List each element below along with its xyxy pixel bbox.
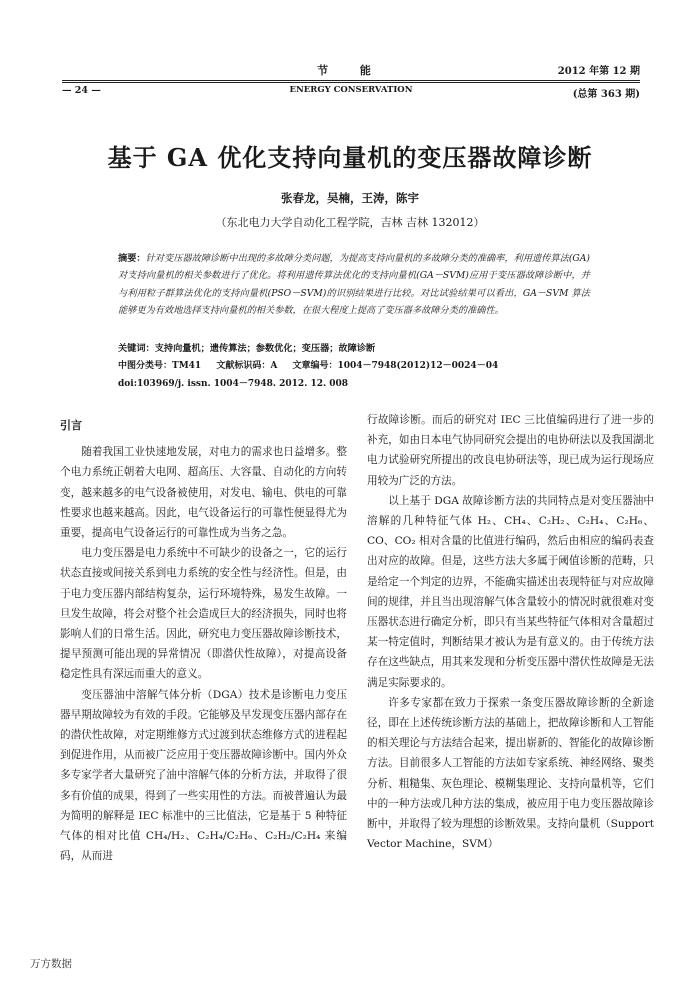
header-rule (62, 80, 640, 81)
body-paragraph: 以上基于 DGA 故障诊断方法的共同特点是对变压器油中溶解的几种特征气体 H₂、CH₄、C₂H₂、C₂H₄、C₂H₆、CO、CO₂ 相对含量的比值进行编码，然后由相应的编码表查出对应的故障。但是，这些方法大多属于阈值诊断的范畴，只是给定一个判定的边界，不能确实描述出表现特征与对应故障间的规律，并且当出现溶解气体含量较小的情况时就很难对变压器状态进行确定分析，即只有当某些特征气体相对含量超过某一特定值时，判断结果才被认为是有意义的。由于传统方法存在这些缺点，用其来发现和分析变压器中潜伏性故障是无法满足实际要求的。 (367, 494, 654, 689)
journal-name-en: ENERGY CONSERVATION (289, 85, 413, 95)
abstract-label: 摘要： (118, 253, 146, 264)
total-issue-label: (总第 363 期) (572, 89, 640, 100)
running-header (62, 62, 640, 100)
body-column-left (60, 410, 347, 866)
section-heading-intro: 引言 (60, 419, 82, 432)
body-paragraph: 电力变压器是电力系统中不可缺少的设备之一，它的运行状态直接或间接关系到电力系统的安全性与经济性。但是，由于电力变压器内部结构复杂，运行环境特殊，易发生故障。一旦发生故障，将会对整个社会造成巨大的经济损失，同时也将影响人们的日常生活。因此，研究电力变压器故障诊断技术，提早预测可能出现的异常情况（即潜伏性故障），对提高设备稳定性具有深远而重大的意义。 (60, 547, 347, 681)
body-column-right (367, 410, 654, 854)
page-number: — 24 — (62, 85, 101, 96)
body-paragraph: 许多专家都在致力于探索一条变压器故障诊断的全新途径，即在上述传统诊断方法的基础上，把故障诊断和人工智能的相关理论与方法结合起来，提出崭新的、智能化的故障诊断方法。目前很多人工智能的方法如专家系统、神经网络、聚类分析、粗糙集、灰色理论、模糊集理论、支持向量机等，它们中的一种方法或几种方法的集成，被应用于电力变压器故障诊断中，并取得了较为理想的诊断效果。支持向量机（Support Vector Machine，SVM） (367, 696, 654, 851)
abstract (118, 250, 590, 320)
author-list: 张春龙，吴楠，王涛，陈宇 (281, 191, 419, 205)
abstract-text: 针对变压器故障诊断中出现的多故障分类问题，为提高支持向量机的多故障分类的准确率，利用遗传算法(GA)对支持向量机的相关参数进行了优化。将利用遗传算法优化的支持向量机(GA－SVM)应用于变压器故障诊断中，并与利用粒子群算法优化的支持向量机(PSO－SVM)的识别结果进行比较。对比试验结果可以看出，GA－SVM 算法能够更为有效地选择支持向量机的相关参数，在很大程度上提高了变压器多故障分类的准确性。 (118, 253, 590, 317)
header-rule-double (62, 82, 640, 83)
body-paragraph: 变压器油中溶解气体分析（DGA）技术是诊断电力变压器早期故障较为有效的手段。它能够及早发现变压器内部存在的潜伏性故障，对定期维修方式过渡到状态维修方式的进程起到促进作用，从而被广泛应用于变压器故障诊断中。国内外众多专家学者大量研究了油中溶解气体的分析方法，并取得了很多有价值的成果，得到了一些实用性的方法。而被普遍认为最为简明的解释是 IEC 标准中的三比值法，它是基于 5 种特征气体的相对比值 CH₄/H₂、C₂H₄/C₂H₆、C₂H₂/C₂H₄ 来编码，从而进 (60, 688, 347, 863)
keywords: 关键词：支持向量机；遗传算法；参数优化；变压器；故障诊断 (118, 343, 376, 354)
paper-title: 基于 GA 优化支持向量机的变压器故障诊断 (107, 143, 593, 172)
classification-info (118, 358, 510, 371)
body-paragraph: 随着我国工业快速地发展，对电力的需求也日益增多。整个电力系统正朝着大电网、超高压、大容量、自动化的方向转变，越来越多的电气设备被使用，对发电、输电、供电的可靠性要求也越来越高。因此，电气设备运行的可靠性便显得尤为重要，提高电气设备运行的可靠性成为当务之急。 (60, 446, 347, 540)
body-paragraph: 行故障诊断。而后的研究对 IEC 三比值编码进行了进一步的补充，如由日本电气协同研究会提出的电协研法以及我国湖北电力试验研究所提出的改良电协研法等，现已成为运行现场应用较为广泛的方法。 (367, 414, 654, 487)
clc-number: 中图分类号：TM41 (118, 361, 202, 371)
journal-name-cn: 节 能 (317, 64, 385, 77)
affiliation: （东北电力大学自动化工程学院，吉林 吉林 132012） (215, 216, 485, 229)
issue-label: 2012 年第 12 期 (557, 66, 640, 77)
article-number: 文章编号：1004－7948(2012)12－0024－04 (292, 361, 499, 371)
doi: doi:103969/j. issn. 1004－7948. 2012. 12. 008 (118, 379, 349, 389)
document-code: 文献标识码：A (216, 361, 278, 371)
watermark-footer: 万方数据 (30, 958, 72, 970)
